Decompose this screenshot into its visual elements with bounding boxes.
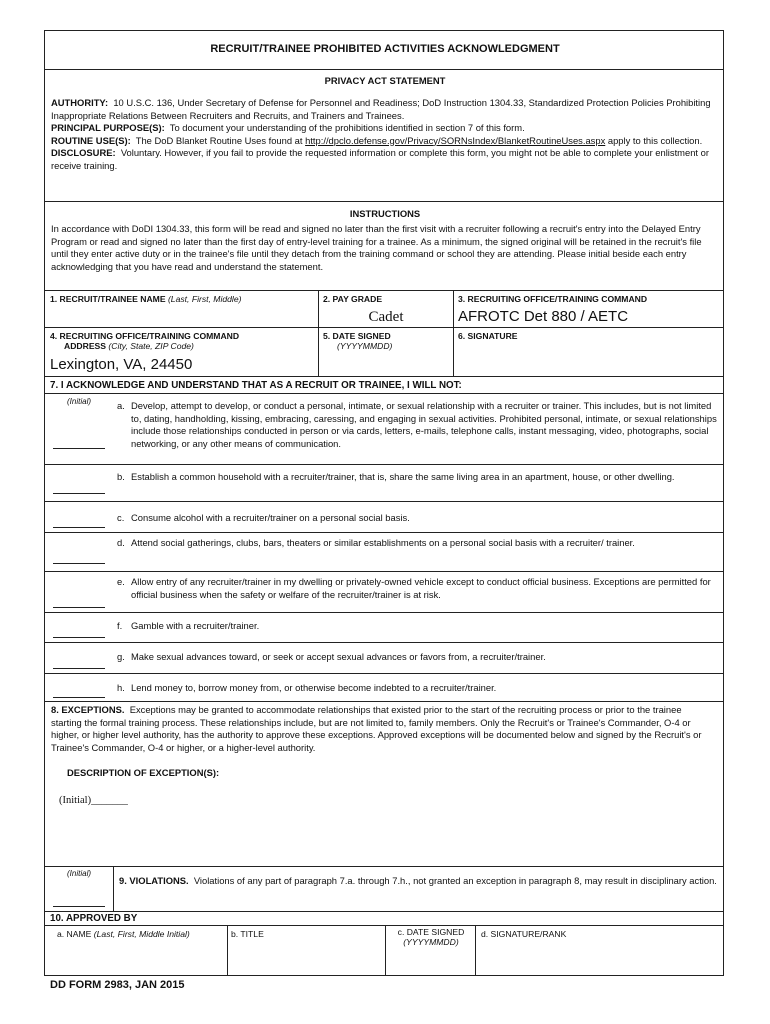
approver-title-label: b. TITLE bbox=[231, 929, 264, 939]
privacy-section bbox=[51, 97, 719, 172]
divider bbox=[45, 612, 723, 613]
privacy-heading: PRIVACY ACT STATEMENT bbox=[324, 75, 446, 86]
divider bbox=[45, 642, 723, 643]
item-7e: e. Allow entry of any recruiter/trainer in my dwelling or privately-owned vehicle except to conduct official business. Exceptions are permitted for official business when the safety or welfare of the recruiter/trainer is at risk. bbox=[117, 576, 711, 600]
divider bbox=[113, 866, 114, 911]
item-7c: c. Consume alcohol with a recruiter/trainer on a personal social basis. bbox=[117, 512, 410, 523]
exception-description-field[interactable] bbox=[51, 783, 719, 863]
divider bbox=[45, 701, 723, 702]
item-7g: g. Make sexual advances toward, or seek or accept sexual advances or favors from, a recruiter/trainer. bbox=[117, 651, 546, 662]
divider bbox=[45, 866, 723, 867]
routine-text: The DoD Blanket Routine Uses found at bbox=[135, 134, 303, 146]
authority-text: 10 U.S.C. 136, Under Secretary of Defense for Personnel and Readiness; DoD Instruction 1304.33, Standardized Protection Policies Prohibiting Inappropriate Relations Between Recruiters and Recruits, and Trainers and Trainees. bbox=[51, 97, 711, 121]
divider bbox=[45, 464, 723, 465]
divider bbox=[45, 501, 723, 502]
divider bbox=[453, 290, 454, 376]
routine-text-2: apply to this collection. bbox=[607, 134, 703, 146]
date-signed-label: 5. DATE SIGNED (YYYYMMDD) bbox=[323, 331, 393, 351]
divider bbox=[45, 69, 723, 70]
divider bbox=[45, 571, 723, 572]
section7-heading: 7. I ACKNOWLEDGE AND UNDERSTAND THAT AS A RECRUIT OR TRAINEE, I WILL NOT: bbox=[50, 380, 462, 391]
divider bbox=[318, 290, 319, 376]
address-field[interactable]: Lexington, VA, 24450 bbox=[50, 356, 193, 373]
item-7b: b. Establish a common household with a recruiter/trainer, that is, share the same living area in an apartment, house, or other dwelling. bbox=[117, 471, 675, 482]
divider bbox=[45, 532, 723, 533]
recruiting-office-label: 3. RECRUITING OFFICE/TRAINING COMMAND bbox=[458, 294, 648, 304]
pay-grade-field[interactable]: Cadet bbox=[368, 309, 404, 325]
initial-label: (Initial) bbox=[67, 397, 92, 406]
approver-title-field[interactable] bbox=[229, 941, 383, 973]
recruit-name-label: 1. RECRUIT/TRAINEE NAME (Last, First, Middle) bbox=[50, 294, 242, 304]
item-7a: a. Develop, attempt to develop, or conduct a personal, intimate, or sexual relationship with a recruiter or trainer. This includes, but is not limited to, dating, handholding, kissing, embracing, caressing, and engaging in sexual activities. Prohibited personal, intimate, or sexual relationships include those relationships conducted in person or via cards, letters, e-mails, telephone calls, instant messaging, video, photographs, social networking, or any other means of communication. bbox=[117, 400, 717, 449]
divider bbox=[45, 393, 723, 394]
initial-blank-7b[interactable] bbox=[53, 493, 105, 494]
divider bbox=[385, 925, 386, 975]
divider bbox=[45, 925, 723, 926]
initial-blank-7d[interactable] bbox=[53, 563, 105, 564]
instructions-text: In accordance with DoDI 1304.33, this form will be read and signed no later than the first visit with a recruiter following a recruit's entry into the Delayed Entry Program or read and signed no later than the first day of entry-level training for a trainee. As a minimum, the signed original will be retained in the recruit's file until they enter active duty or in the trainee's file until they detach from the training command or school they are attending. Please initial beside each entry acknowledging that you have read and understand the statement. bbox=[51, 223, 702, 272]
pay-grade-label: 2. PAY GRADE bbox=[323, 294, 383, 304]
initial-blank-7f[interactable] bbox=[53, 637, 105, 638]
signature-label: 6. SIGNATURE bbox=[458, 331, 518, 341]
divider bbox=[45, 673, 723, 674]
approver-name-label: a. NAME (Last, First, Middle Initial) bbox=[57, 929, 190, 939]
section8-text: 8. EXCEPTIONS. Exceptions may be granted to accommodate relationships that existed prior to the start of the recruiting process or prior to the trainee starting the formal training process. These relationships include, but are not limited to, family members. Only the Recruit's or Trainee's Commander, O-4 or higher, or higher level authority, has the authority to approve these exceptions. Approved exceptions will be documented below and signed by the Recruit's or Trainee's Commander, O-4 or higher, or a higher-level authority. bbox=[51, 704, 702, 753]
initial-blank-9[interactable] bbox=[53, 906, 105, 907]
purpose-label: PRINCIPAL PURPOSE(S): bbox=[51, 122, 165, 133]
recruiting-office-field[interactable]: AFROTC Det 880 / AETC bbox=[458, 308, 629, 325]
address-label: 4. RECRUITING OFFICE/TRAINING COMMAND ADDRESS (City, State, ZIP Code) bbox=[50, 331, 240, 351]
approver-name-field[interactable] bbox=[47, 941, 225, 973]
initial-blank-7c[interactable] bbox=[53, 527, 105, 528]
purpose-text: To document your understanding of the prohibitions identified in section 7 of this form. bbox=[169, 122, 525, 133]
form-footer: DD FORM 2983, JAN 2015 bbox=[50, 979, 185, 991]
instructions-heading: INSTRUCTIONS bbox=[349, 208, 421, 219]
divider bbox=[45, 376, 723, 377]
routine-uses-link[interactable]: http://dpclo.defense.gov/Privacy/SORNsIndex/BlanketRoutineUses.aspx bbox=[305, 134, 606, 146]
exception-initial-line[interactable]: (Initial)_______ bbox=[59, 795, 128, 806]
authority-label: AUTHORITY: bbox=[51, 97, 109, 108]
divider bbox=[45, 327, 723, 328]
initial-blank-7a[interactable] bbox=[53, 448, 105, 449]
approver-signature-label: d. SIGNATURE/RANK bbox=[481, 929, 567, 939]
form-title: RECRUIT/TRAINEE PROHIBITED ACTIVITIES ACKNOWLEDGMENT bbox=[210, 43, 560, 55]
recruit-name-field[interactable] bbox=[47, 305, 315, 327]
divider bbox=[475, 925, 476, 975]
disclosure-text: Voluntary. However, if you fail to provide the requested information or complete this form, you might not be able to complete your enlistment or receive training. bbox=[51, 147, 709, 171]
item-7h: h. Lend money to, borrow money from, or otherwise become indebted to a recruiter/trainer. bbox=[117, 682, 497, 693]
section10-heading: 10. APPROVED BY bbox=[50, 913, 138, 924]
initial-blank-7h[interactable] bbox=[53, 697, 105, 698]
approver-date-label: c. DATE SIGNED (YYYYMMDD) bbox=[397, 927, 465, 947]
signature-field[interactable] bbox=[456, 343, 720, 375]
item-7f: f. Gamble with a recruiter/trainer. bbox=[117, 620, 260, 631]
form-frame bbox=[44, 30, 724, 976]
divider bbox=[45, 201, 723, 202]
item-7d: d. Attend social gatherings, clubs, bars, theaters or similar establishments on a personal social basis with a recruiter/ trainer. bbox=[117, 537, 635, 548]
disclosure-label: DISCLOSURE: bbox=[51, 147, 116, 158]
divider bbox=[45, 911, 723, 912]
exception-description-label: DESCRIPTION OF EXCEPTION(S): bbox=[67, 767, 220, 778]
initial-blank-7e[interactable] bbox=[53, 607, 105, 608]
routine-label: ROUTINE USE(S): bbox=[51, 134, 131, 146]
approver-signature-field[interactable] bbox=[477, 941, 719, 973]
initial-label: (Initial) bbox=[67, 869, 92, 878]
section9-text: 9. VIOLATIONS. Violations of any part of paragraph 7.a. through 7.h., not granted an exception in paragraph 8, may result in disciplinary action. bbox=[119, 875, 717, 886]
initial-blank-7g[interactable] bbox=[53, 668, 105, 669]
divider bbox=[45, 290, 723, 291]
divider bbox=[227, 925, 228, 975]
